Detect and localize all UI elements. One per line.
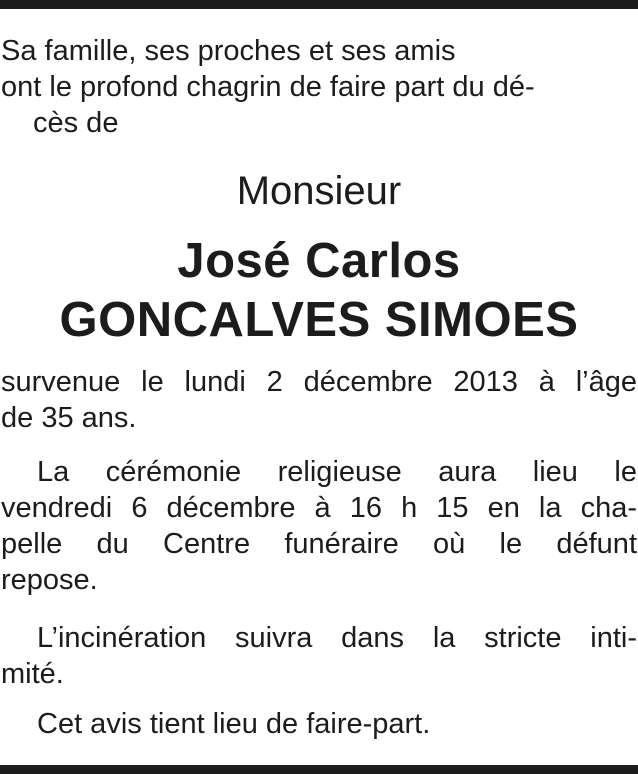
notice-paragraph (1, 706, 637, 742)
paragraph-line: de 35 ans. (1, 402, 137, 434)
top-border-rule (0, 0, 638, 9)
intro-line: Sa famille, ses proches et ses amis (1, 35, 456, 67)
paragraph-line: L’incinération suivra dans la stricte inti- (37, 622, 637, 654)
paragraph-line: La cérémonie religieuse aura lieu le (37, 456, 637, 488)
deceased-surname: GONCALVES SIMOES (59, 293, 579, 347)
deceased-first-names: José Carlos (177, 234, 461, 288)
paragraph-line: pelle du Centre funéraire où le défunt (1, 528, 637, 560)
paragraph-line: Cet avis tient lieu de faire-part. (37, 708, 431, 740)
bottom-border-rule (0, 765, 638, 774)
honorific-title: Monsieur (236, 169, 402, 213)
paragraph-line: mité. (1, 658, 64, 690)
ceremony-paragraph (1, 454, 637, 598)
death-date-paragraph (1, 364, 637, 436)
paragraph-line: vendredi 6 décembre à 16 h 15 en la cha- (1, 492, 637, 524)
paragraph-line: repose. (1, 564, 98, 596)
cremation-paragraph (1, 620, 637, 692)
intro-line: cès de (33, 107, 119, 139)
paragraph-line: survenue le lundi 2 décembre 2013 à l’âge (1, 366, 637, 398)
intro-line: ont le profond chagrin de faire part du dé- (1, 71, 535, 103)
